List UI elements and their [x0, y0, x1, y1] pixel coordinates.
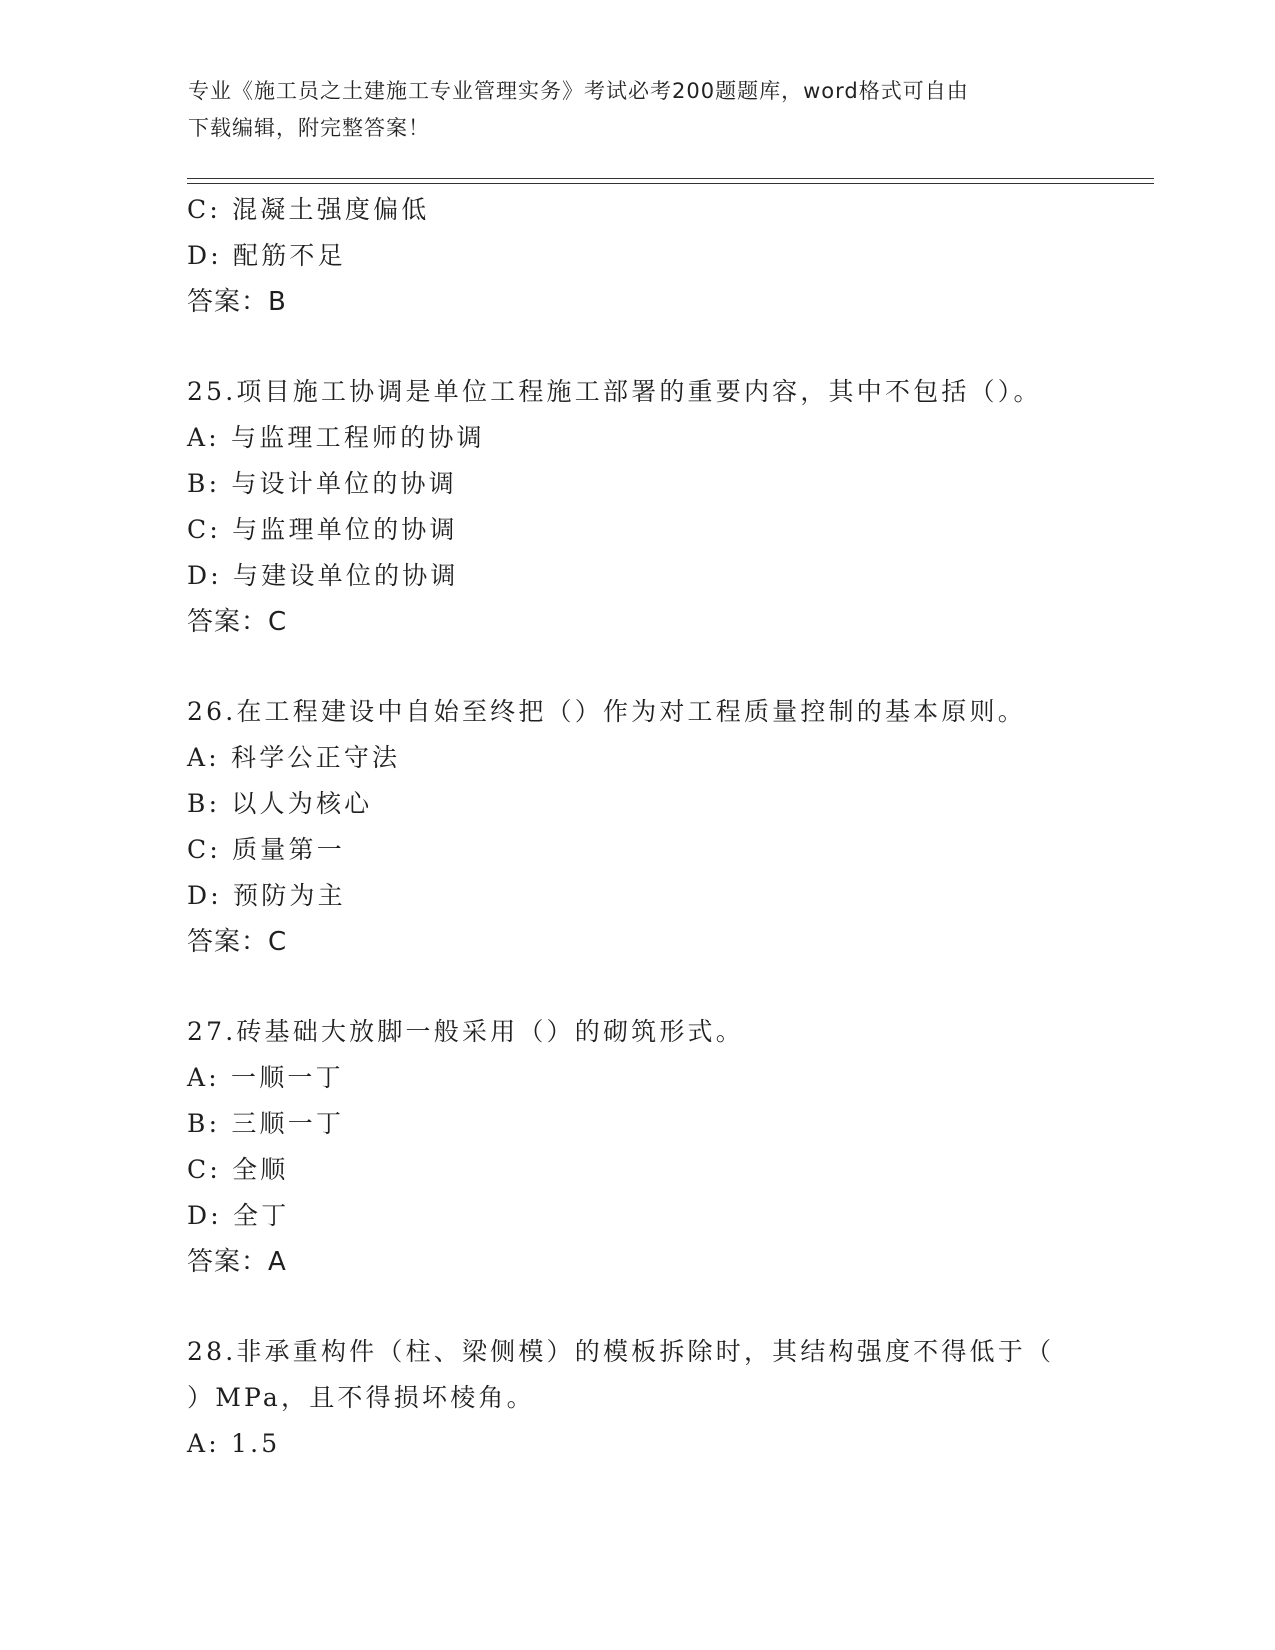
- answer: 答案：C: [187, 927, 288, 957]
- question-stem: 27.砖基础大放脚一般采用（）的砌筑形式。: [187, 1017, 744, 1046]
- option-b: B: 与设计单位的协调: [187, 469, 457, 498]
- question-25: [187, 369, 1087, 645]
- question-list: [187, 187, 1087, 1467]
- answer: 答案：C: [187, 607, 288, 637]
- option-d: D: 配筋不足: [187, 241, 346, 270]
- question-27: [187, 1009, 1087, 1285]
- option-a: A: 1.5: [187, 1429, 281, 1458]
- question-stem-line-1: 28.非承重构件（柱、梁侧模）的模板拆除时，其结构强度不得低于（: [187, 1337, 1055, 1366]
- spacer: [187, 645, 1087, 689]
- header-line-2: 下载编辑，附完整答案！: [188, 116, 430, 140]
- option-c: C: 质量第一: [187, 835, 345, 864]
- question-stem: 25.项目施工协调是单位工程施工部署的重要内容，其中不包括（）。: [187, 377, 1042, 406]
- option-c: C: 全顺: [187, 1155, 289, 1184]
- option-d: D: 与建设单位的协调: [187, 561, 459, 590]
- answer: 答案：B: [187, 287, 287, 317]
- spacer: [187, 965, 1087, 1009]
- option-a: A: 与监理工程师的协调: [187, 423, 485, 452]
- question-24-partial: [187, 187, 1087, 325]
- question-stem: 26.在工程建设中自始至终把（）作为对工程质量控制的基本原则。: [187, 697, 1026, 726]
- header-divider-top: [187, 178, 1154, 179]
- answer: 答案：A: [187, 1247, 287, 1277]
- option-b: B: 以人为核心: [187, 789, 373, 818]
- option-c: C: 与监理单位的协调: [187, 515, 458, 544]
- question-stem-line-2: ）MPa，且不得损坏棱角。: [187, 1383, 535, 1412]
- option-b: B: 三顺一丁: [187, 1109, 345, 1138]
- spacer: [187, 325, 1087, 369]
- question-26: [187, 689, 1087, 965]
- header-divider-bottom: [187, 183, 1154, 184]
- header-line-1: 专业《施工员之土建施工专业管理实务》考试必考200题题库，word格式可自由: [188, 79, 969, 103]
- option-a: A: 科学公正守法: [187, 743, 401, 772]
- option-c: C: 混凝土强度偏低: [187, 195, 430, 224]
- option-d: D: 预防为主: [187, 881, 346, 910]
- spacer: [187, 1285, 1087, 1329]
- option-a: A: 一顺一丁: [187, 1063, 344, 1092]
- question-28: [187, 1329, 1087, 1467]
- document-header: [188, 73, 1088, 147]
- option-d: D: 全丁: [187, 1201, 290, 1230]
